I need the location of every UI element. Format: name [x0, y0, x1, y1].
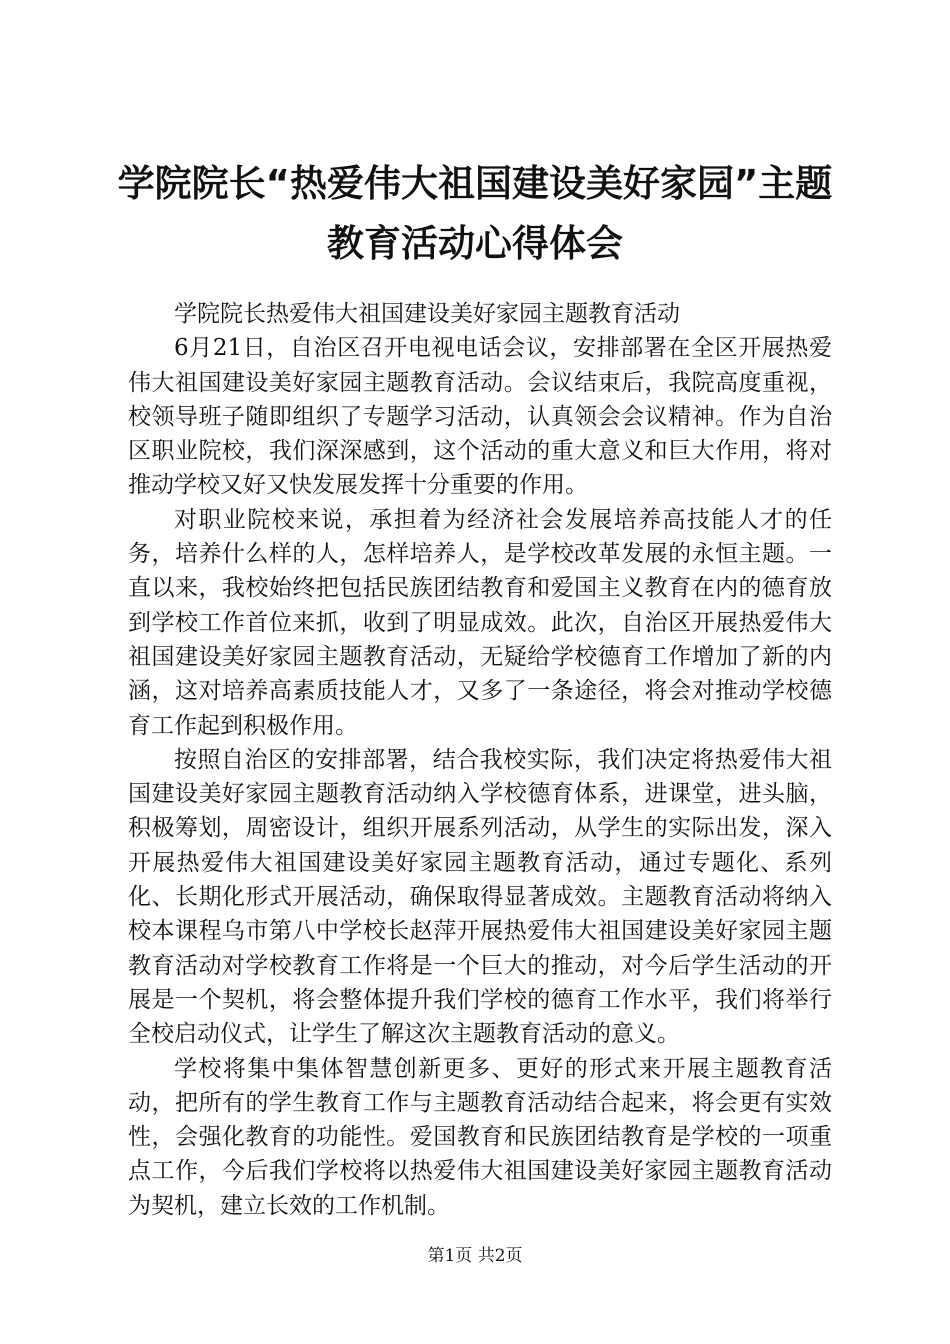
- page-footer: 第1页 共2页: [427, 1246, 523, 1266]
- document-body: [128, 297, 832, 1223]
- paragraph: 学校将集中集体智慧创新更多、更好的形式来开展主题教育活动，把所有的学生教育工作与主题教育活动结合起来，将会更有实效性，会强化教育的功能性。爱国教育和民族团结教育是学校的一项重点工作，今后我们学校将以热爱伟大祖国建设美好家园主题教育活动为契机，建立长效的工作机制。: [128, 1055, 832, 1219]
- paragraph: 按照自治区的安排部署，结合我校实际，我们决定将热爱伟大祖国建设美好家园主题教育活动纳入学校德育体系，进课堂，进头脑，积极筹划，周密设计，组织开展系列活动，从学生的实际出发，深入开展热爱伟大祖国建设美好家园主题教育活动，通过专题化、系列化、长期化形式开展活动，确保取得显著成效。主题教育活动将纳入校本课程乌市第八中学校长赵萍开展热爱伟大祖国建设美好家园主题教育活动对学校教育工作将是一个巨大的推动，对今后学生活动的开展是一个契机，将会整体提升我们学校的德育工作水平，我们将举行全校启动仪式，让学生了解这次主题教育活动的意义。: [128, 746, 832, 1048]
- paragraph: 对职业院校来说，承担着为经济社会发展培养高技能人才的任务，培养什么样的人，怎样培养人，是学校改革发展的永恒主题。一直以来，我校始终把包括民族团结教育和爱国主义教育在内的德育放到学校工作首位来抓，收到了明显成效。此次，自治区开展热爱伟大祖国建设美好家园主题教育活动，无疑给学校德育工作增加了新的内涵，这对培养高素质技能人才，又多了一条途径，将会对推动学校德育工作起到积极作用。: [128, 506, 832, 739]
- paragraph: 6月21日，自治区召开电视电话会议，安排部署在全区开展热爱伟大祖国建设美好家园主题教育活动。会议结束后，我院高度重视，校领导班子随即组织了专题学习活动，认真领会会议精神。作为自治区职业院校，我们深深感到，这个活动的重大意义和巨大作用，将对推动学校又好又快发展发挥十分重要的作用。: [128, 335, 832, 499]
- paragraph-subtitle: 学院院长热爱伟大祖国建设美好家园主题教育活动: [174, 301, 680, 327]
- document-title-line-2: 教育活动心得体会: [327, 222, 623, 265]
- document-title-line-1: 学院院长“热爱伟大祖国建设美好家园”主题: [117, 162, 833, 205]
